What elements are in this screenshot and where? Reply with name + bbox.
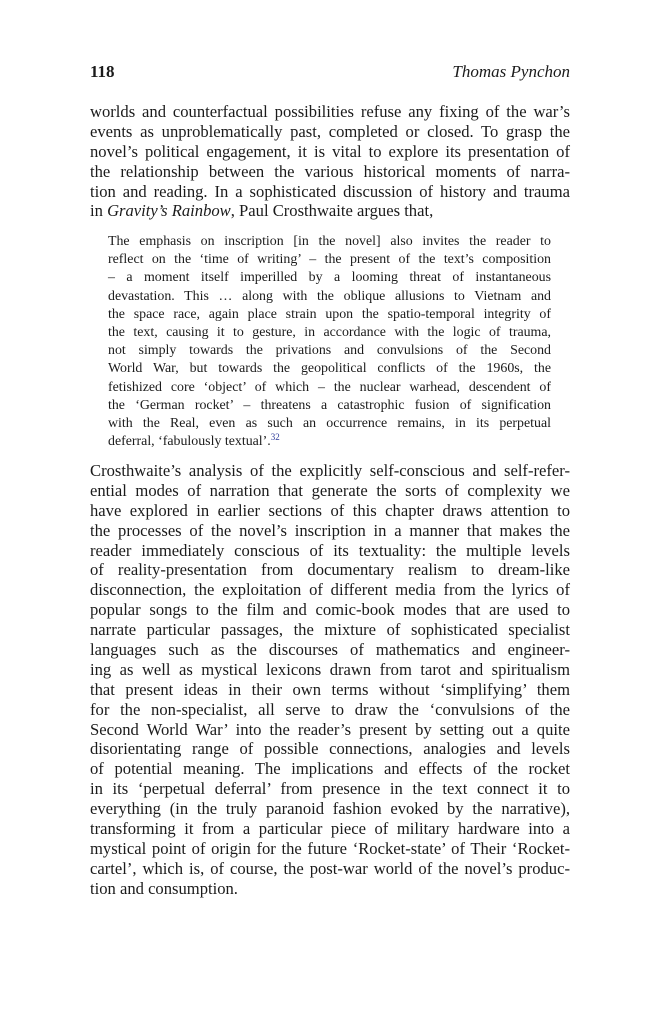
paragraph-1: [90, 102, 570, 221]
text-line: everything (in the truly paranoid fashion evoked by the narrative),: [90, 799, 570, 819]
book-title: Gravity’s Rainbow: [107, 201, 231, 221]
text-line: languages such as the discourses of mathematics and engineer-: [90, 640, 570, 660]
running-head: Thomas Pynchon: [452, 62, 570, 81]
quote-line: reflect on the ‘time of writing’ – the present of the text’s composition: [108, 252, 551, 268]
text-line: reader immediately conscious of its textuality: the multiple levels: [90, 540, 570, 560]
text-line: events as unproblematically past, completed or closed. To grasp the: [90, 121, 570, 141]
quote-line: the space race, again place strain upon the spatio-temporal integrity of: [108, 306, 551, 322]
quote-line: the ‘German rocket’ – threatens a catastrophic fusion of signification: [108, 397, 551, 413]
text-line: disconnection, the exploitation of different media from the lyrics of: [90, 580, 570, 600]
text-line: the relationship between the various historical moments of narra-: [90, 161, 570, 181]
text-line: the processes of the novel’s inscription in a manner that makes the: [90, 520, 570, 540]
text-line: mystical point of origin for the future ‘Rocket-state’ of Their ‘Rocket-: [90, 838, 570, 858]
text-line: transforming it from a particular piece of military hardware into a: [90, 819, 570, 839]
text-line: have explored in earlier sections of this chapter draws attention to: [90, 500, 570, 520]
block-quote: [108, 233, 551, 451]
text-line: novel’s political engagement, it is vital to explore its presentation of: [90, 141, 570, 161]
text-line: Second World War’ into the reader’s present by setting out a quite: [90, 719, 570, 739]
text-line: for the non-specialist, all serve to draw the ‘convulsions of the: [90, 699, 570, 719]
text-line: ing as well as mystical lexicons drawn from tarot and spiritualism: [90, 659, 570, 679]
text-segment: in: [90, 201, 108, 221]
quote-line: the text, causing it to gesture, in accordance with the logic of trauma,: [108, 324, 551, 340]
quote-line: [108, 433, 551, 451]
text-line: disorientating range of possible connections, analogies and levels: [90, 739, 570, 759]
text-line: that present ideas in their own terms without ‘simplifying’ them: [90, 679, 570, 699]
text-line: cartel’, which is, of course, the post-war world of the novel’s produc-: [90, 858, 570, 878]
text-line: Crosthwaite’s analysis of the explicitly self-conscious and self-refer-: [90, 461, 570, 480]
text-segment: deferral, ‘fabulously textual’.: [108, 434, 271, 450]
text-line: in its ‘perpetual deferral’ from presence in the text connect it to: [90, 779, 570, 799]
quote-line: World War, but towards the geopolitical conflicts of the 1960s, the: [108, 361, 551, 377]
quote-line: not simply towards the privations and convulsions of the Second: [108, 343, 551, 359]
text-line: of potential meaning. The implications and effects of the rocket: [90, 759, 570, 779]
paragraph-2: [90, 461, 570, 899]
quote-line: – a moment itself imperilled by a looming threat of instantaneous: [108, 270, 551, 286]
text-line: of reality-presentation from documentary realism to dream-like: [90, 560, 570, 580]
quote-line: with the Real, even as such an occurrence remains, in its perpetual: [108, 415, 551, 431]
text-line: narrate particular passages, the mixture of sophisticated specialist: [90, 620, 570, 640]
text-line: worlds and counterfactual possibilities refuse any fixing of the war’s: [90, 102, 570, 121]
text-line: tion and consumption.: [90, 878, 238, 898]
text-line: ential modes of narration that generate the sorts of complexity we: [90, 480, 570, 500]
page-number: 118: [90, 62, 115, 81]
quote-line: devastation. This … along with the oblique allusions to Vietnam and: [108, 288, 551, 304]
text-line: tion and reading. In a sophisticated discussion of history and trauma: [90, 181, 570, 201]
text-segment: , Paul Crosthwaite argues that,: [230, 201, 434, 221]
text-line: popular songs to the film and comic-book modes that are used to: [90, 600, 570, 620]
footnote-ref[interactable]: 32: [270, 432, 280, 443]
quote-line: fetishized core ‘object’ of which – the nuclear warhead, descendent of: [108, 379, 551, 395]
quote-line: The emphasis on inscription [in the novel] also invites the reader to: [108, 234, 551, 249]
page-header: [90, 62, 570, 86]
text-line: [90, 201, 570, 221]
